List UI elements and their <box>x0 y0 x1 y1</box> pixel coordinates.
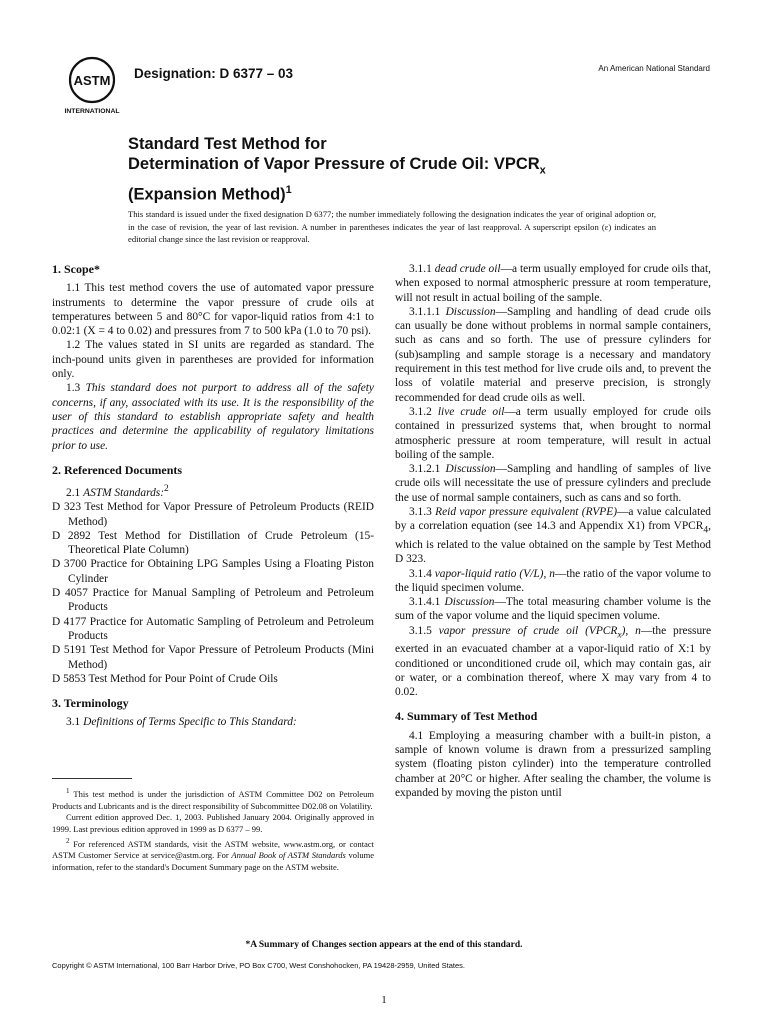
left-column <box>52 262 374 730</box>
reference-item: D 5853 Test Method for Pour Point of Crude Oils <box>52 672 278 685</box>
page-number: 1 <box>381 994 387 1006</box>
term-definition: —a term usually employed for crude oils contained in pressurized systems that, when brought to normal atmospheric pressure at room temperature, will result in actual boiling of the sample. <box>395 405 711 461</box>
term-3-1-1-1 <box>395 305 711 405</box>
paragraph-number: 3.1.3 <box>409 506 432 519</box>
term-3-1-2-1 <box>395 462 711 505</box>
footnote-1-edition: Current edition approved Dec. 1, 2003. Published January 2004. Originally approved in 1999. Last previous edition approved in 1999 as D 6377 – 99. <box>52 812 374 834</box>
term-definition: —a value calculated by a correlation equation (see 14.3 and Appendix X1) from VPCR <box>395 506 711 533</box>
discussion-label: Discussion <box>445 463 496 476</box>
astm-standards-label: ASTM Standards: <box>83 486 165 499</box>
paragraph-number: 3.1.1 <box>409 263 432 275</box>
reference-item: D 323 Test Method for Vapor Pressure of Petroleum Products (REID Method) <box>52 501 374 528</box>
term-definition: —the ratio of the vapor volume to the liquid specimen volume. <box>395 567 711 594</box>
reference-item: D 3700 Practice for Obtaining LPG Samples Using a Floating Piston Cylinder <box>52 558 374 585</box>
footnote-text: This test method is under the jurisdiction of ASTM Committee D02 on Petroleum Products and Lubricants and is the direct responsibility of Subcommittee D02.08 on Volatility. <box>52 788 374 811</box>
paragraph-number: 3.1.4 <box>409 567 432 580</box>
term-name-part: ), n <box>621 624 641 637</box>
paragraph-number: 3.1.2.1 <box>409 463 441 476</box>
paragraph-number: 1.3 <box>66 382 81 395</box>
term-name: dead crude oil <box>434 263 501 275</box>
footnote-1 <box>52 786 374 812</box>
paragraph-2-1 <box>52 482 374 500</box>
reference-item: D 4177 Practice for Automatic Sampling of Petroleum and Petroleum Products <box>52 615 374 642</box>
logo-subtext: INTERNATIONAL <box>64 108 120 115</box>
term-definition: —a term usually employed for crude oils that, when exposed to normal atmospheric pressure at room temperature, will not result in actual boiling of the sample. <box>395 263 711 304</box>
section-heading-referenced-documents: 2. Referenced Documents <box>52 462 183 477</box>
reference-item: D 2892 Test Method for Distillation of Crude Petroleum (15-Theoretical Plate Column) <box>52 529 374 557</box>
title-method: (Expansion Method) <box>128 185 286 204</box>
term-name: Reid vapor pressure equivalent (RVPE) <box>435 506 618 519</box>
section-heading-summary: 4. Summary of Test Method <box>395 709 538 724</box>
title-line-3 <box>128 180 688 205</box>
title-main: Determination of Vapor Pressure of Crude Oil: VPCR <box>128 155 540 173</box>
term-3-1-4-1 <box>395 595 711 624</box>
section-heading-terminology: 3. Terminology <box>52 696 129 711</box>
discussion-label: Discussion <box>444 596 495 609</box>
term-definition: , which is related to the value obtained on the sample by Test Method D 323. <box>395 520 711 566</box>
term-3-1-5 <box>395 624 711 700</box>
term-3-1-4 <box>395 567 711 596</box>
footnote-marker: 2 <box>66 836 70 845</box>
paragraph-number: 3.1 <box>66 716 81 729</box>
term-name-part: vapor pressure of crude oil (VPCR <box>438 624 618 637</box>
paragraph-number: 3.1.4.1 <box>409 596 441 609</box>
discussion-text: —The total measuring chamber volume is the sum of the vapor volume and the liquid specimen volume. <box>395 596 711 623</box>
paragraph-1-3 <box>52 381 374 452</box>
paragraph-1-1: 1.1 This test method covers the use of automated vapor pressure instruments to determine the vapor pressure of crude oils at temperatures between 5 and 80°C for vapor-liquid ratios from 4:1 to 0.02:1 (X = 4 to 0.02) and pressures from 7 to 500 kPa (1.0 to 70 psi). <box>52 282 374 338</box>
national-standard-label: An American National Standard <box>598 64 710 73</box>
footnote-ref-2: 2 <box>164 484 169 495</box>
footnotes <box>52 786 374 874</box>
designation: Designation: D 6377 – 03 <box>134 66 294 81</box>
title-subscript: x <box>539 164 546 177</box>
right-column <box>395 262 711 800</box>
definitions-label: Definitions of Terms Specific to This Standard: <box>83 716 297 729</box>
footnote-marker: 1 <box>66 787 70 795</box>
term-name: vapor-liquid ratio (V/L), n <box>434 567 555 580</box>
subscript: 4 <box>703 525 709 536</box>
paragraph-number: 2.1 <box>66 486 81 499</box>
term-3-1-1 <box>395 262 711 305</box>
subscript: x <box>617 629 622 640</box>
paragraph-4-1: 4.1 Employing a measuring chamber with a built-in piston, a sample of known volume is drawn from a pressurized sampling system (floating piston cylinder) into the temperature controlled chamber at 20°C or higher. After sealing the chamber, the volume is expanded by moving the piston until <box>395 729 711 799</box>
footnote-divider <box>52 778 132 779</box>
paragraph-number: 3.1.5 <box>409 624 432 637</box>
paragraph-3-1 <box>52 715 374 729</box>
issuance-notice: This standard is issued under the fixed designation D 6377; the number immediately following the designation indicates the year of original adoption or, in the case of revision, the year of last revision. A number in parentheses indicates the year of last reapproval. A superscript epsilon (ε) indicates an editorial change since the last revision or reapproval. <box>128 209 656 245</box>
astm-logo <box>60 52 124 116</box>
title-line-1: Standard Test Method for <box>128 135 327 153</box>
footnote-italic: Annual Book of ASTM Standards <box>231 850 346 861</box>
footnote-text: For referenced ASTM standards, visit the ASTM website, www.astm.org, or contact ASTM Customer Service at service@astm.org. For <box>52 838 374 861</box>
title-line-2 <box>128 154 688 180</box>
discussion-label: Discussion <box>445 305 496 318</box>
copyright-line: Copyright © ASTM International, 100 Barr Harbor Drive, PO Box C700, West Conshohocken, PA 19428-2959, United States. <box>52 961 465 970</box>
footnote-text: volume information, refer to the standard's Document Summary page on the ASTM website. <box>52 850 375 872</box>
term-definition: —the pressure exerted in an evacuated chamber at a vapor-liquid ratio of X:1 by conditioned or unconditioned crude oil, which may contain gas, air or water, or a combination thereof, where X may vary from 4 to 0.02. <box>395 624 712 699</box>
paragraph-1-2: 1.2 The values stated in SI units are regarded as standard. The inch-pound units given in parentheses are provided for information only. <box>52 339 374 381</box>
term-name: live crude oil <box>437 405 505 418</box>
discussion-text: —Sampling and handling of dead crude oils can usually be done without problems in normal sample containers, such as cans and so forth. The use of pressure cylinders for (sub)sampling and sample storage is a necessary and mandatory requirement in this test method for live crude oils and, to prevent the loss of volatile material and preserve precision, is strongly recommended for dead crude oils as well. <box>395 305 711 404</box>
section-heading-scope: 1. Scope* <box>52 262 100 276</box>
paragraph-number: 3.1.2 <box>409 405 432 418</box>
paragraph-number: 3.1.1.1 <box>409 305 441 318</box>
term-name <box>438 624 641 640</box>
safety-caveat: This standard does not purport to address all of the safety concerns, if any, associated with its use. It is the responsibility of the user of this standard to establish appropriate safety and health practices and determine the applicability of regulatory limitations prior to use. <box>52 382 374 452</box>
reference-item: D 5191 Test Method for Vapor Pressure of Petroleum Products (Mini Method) <box>52 644 374 671</box>
title-footnote-ref: 1 <box>285 184 292 197</box>
title-block <box>128 134 688 205</box>
logo-text: ASTM <box>73 73 111 88</box>
reference-item: D 4057 Practice for Manual Sampling of Petroleum and Petroleum Products <box>52 587 374 614</box>
footnote-2 <box>52 836 374 874</box>
discussion-text: —Sampling and handling of samples of live crude oils will necessitate the use of pressure cylinders and preclude the use of normal sample containers, such as cans and so forth. <box>395 463 711 504</box>
summary-of-changes-note: *A Summary of Changes section appears at the end of this standard. <box>245 940 523 950</box>
term-3-1-2 <box>395 405 711 462</box>
term-3-1-3 <box>395 505 711 566</box>
